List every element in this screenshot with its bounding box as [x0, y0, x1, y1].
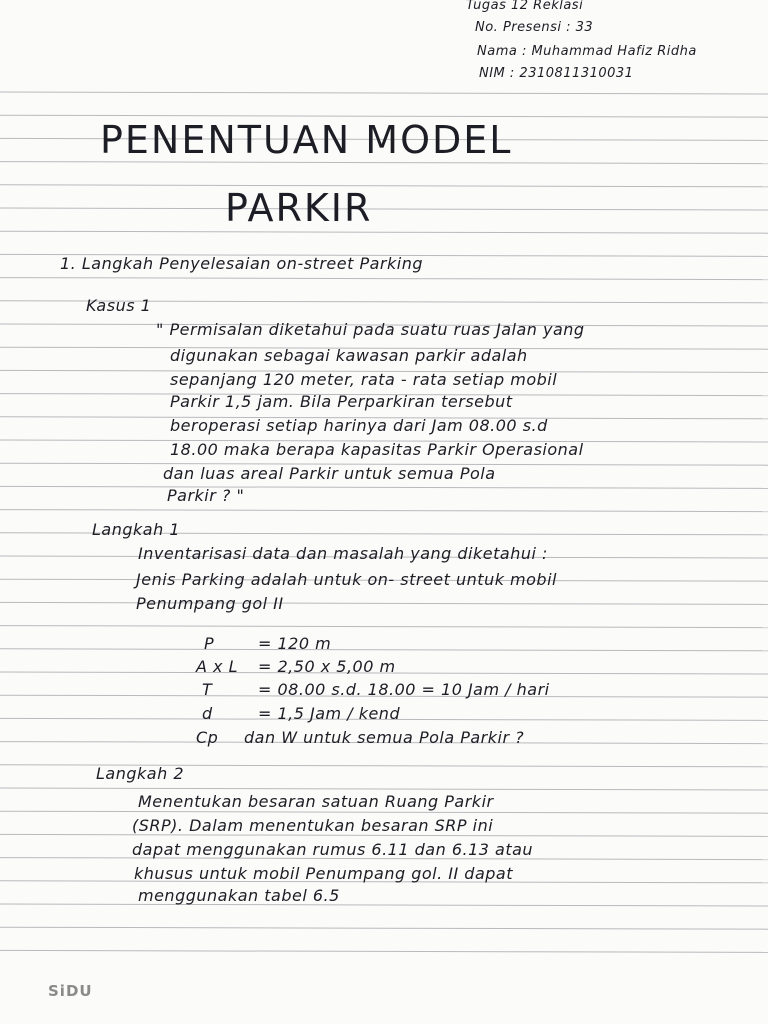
case-text-line: 18.00 maka berapa kapasitas Parkir Operasional: [170, 440, 584, 459]
step-1-text-line: Penumpang gol II: [136, 594, 284, 613]
case-label: Kasus 1: [86, 296, 152, 315]
step-2-text-line: Menentukan besaran satuan Ruang Parkir: [138, 792, 494, 811]
ruled-line: [0, 626, 768, 628]
case-text-line: digunakan sebagai kawasan parkir adalah: [170, 346, 528, 365]
variable-name: T: [202, 680, 213, 699]
ruled-line: [0, 115, 768, 117]
variable-value: = 2,50 x 5,00 m: [258, 657, 396, 676]
header-student-name: Nama : Muhammad Hafiz Ridha: [477, 44, 697, 59]
page-title-line1: PENENTUAN MODEL: [100, 118, 513, 162]
ruled-line: [0, 950, 768, 952]
notebook-brand: SiDU: [48, 982, 93, 1000]
page-title-line2: PARKIR: [225, 186, 373, 230]
step-2-text-line: dapat menggunakan rumus 6.11 dan 6.13 atau: [132, 840, 534, 859]
step-1-text-line: Inventarisasi data dan masalah yang diketahui :: [138, 544, 548, 563]
step-2-text-line: menggunakan tabel 6.5: [138, 886, 340, 905]
ruled-line: [0, 208, 768, 210]
case-text-line: sepanjang 120 meter, rata - rata setiap mobil: [170, 370, 558, 389]
ruled-line: [0, 649, 768, 651]
ruled-line: [0, 788, 768, 790]
ruled-line: [0, 231, 768, 233]
variable-name: Cp: [196, 728, 219, 747]
variable-name: A x L: [196, 657, 238, 676]
ruled-line: [0, 185, 768, 187]
ruled-line: [0, 602, 768, 604]
variable-value: = 1,5 Jam / kend: [258, 704, 401, 723]
ruled-line: [0, 927, 768, 929]
variable-value: = 120 m: [258, 634, 332, 653]
step-2-text-line: khusus untuk mobil Penumpang gol. II dapat: [134, 864, 513, 883]
step-1-text-line: Jenis Parking adalah untuk on- street untuk mobil: [136, 570, 557, 589]
ruled-line: [0, 278, 768, 280]
case-text-line: " Permisalan diketahui pada suatu ruas Jalan yang: [156, 320, 585, 339]
variable-value: dan W untuk semua Pola Parkir ?: [244, 728, 525, 747]
header-assignment: Tugas 12 Reklasi: [466, 0, 584, 13]
variable-value: = 08.00 s.d. 18.00 = 10 Jam / hari: [258, 680, 550, 699]
variable-name: d: [202, 704, 213, 723]
step-2-label: Langkah 2: [96, 764, 184, 783]
step-2-text-line: (SRP). Dalam menentukan besaran SRP ini: [132, 816, 494, 835]
section-heading: 1. Langkah Penyelesaian on-street Parking: [60, 254, 423, 273]
variable-name: P: [204, 634, 215, 653]
ruled-line: [0, 92, 768, 94]
case-text-line: Parkir ? ": [167, 486, 245, 505]
ruled-line: [0, 486, 768, 488]
case-text-line: Parkir 1,5 jam. Bila Perparkiran tersebut: [170, 392, 513, 411]
case-text-line: dan luas areal Parkir untuk semua Pola: [163, 464, 496, 483]
ruled-line: [0, 510, 768, 512]
case-text-line: beroperasi setiap harinya dari Jam 08.00 s.d: [170, 416, 548, 435]
ruled-line: [0, 811, 768, 813]
header-student-id: NIM : 2310811310031: [479, 66, 634, 81]
step-1-label: Langkah 1: [92, 520, 180, 539]
header-attendance-number: No. Presensi : 33: [475, 20, 594, 35]
ruled-line: [0, 904, 768, 906]
